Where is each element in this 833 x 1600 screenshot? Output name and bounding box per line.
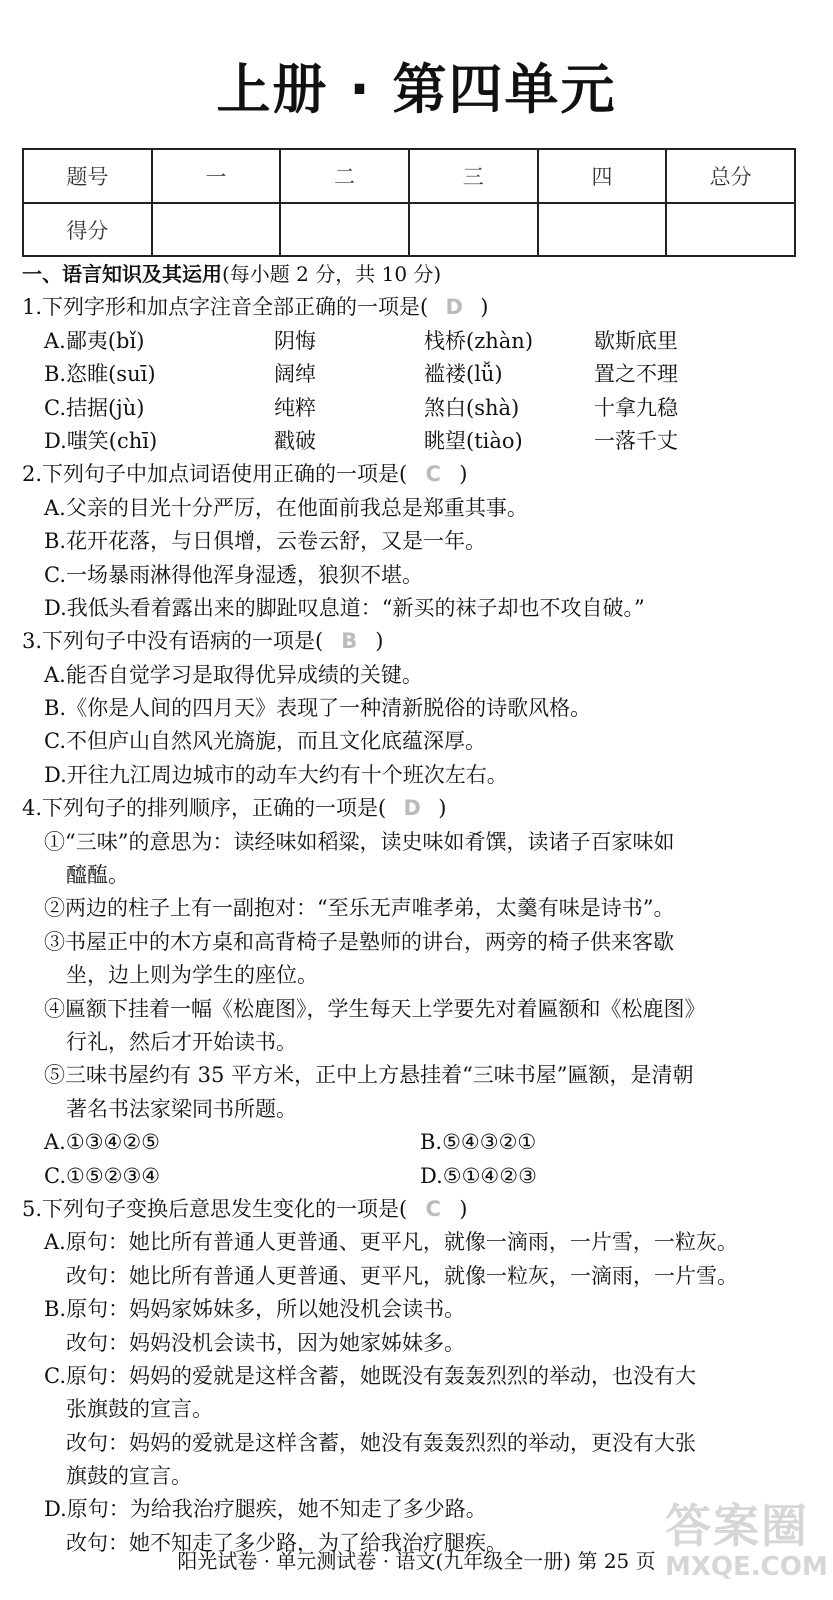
question-1-option: A.鄙夷(bǐ) 阴悔 栈桥(zhàn) 歇斯底里 xyxy=(44,328,678,353)
question-2-option: A.父亲的目光十分严厉，在他面前我总是郑重其事。 xyxy=(44,495,528,520)
question-5-line: 张旗鼓的宣言。 xyxy=(66,1397,213,1422)
question-5-line: D.原句：为给我治疗腿疾，她不知走了多少路。 xyxy=(44,1497,487,1522)
question-1-option: B.恣睢(suī) 阔绰 褴褛(lǚ) 置之不理 xyxy=(44,362,678,387)
score-cell: 三 xyxy=(409,149,538,203)
question-5-line: 改句：她不知走了多少路，为了给我治疗腿疾。 xyxy=(66,1530,507,1555)
score-cell xyxy=(280,203,409,256)
answer-mark: D xyxy=(445,295,463,320)
question-1-option: D.嗤笑(chī) 戳破 眺望(tiào) 一落千丈 xyxy=(44,428,678,453)
question-3-option: C.不但庐山自然风光旖旎，而且文化底蕴深厚。 xyxy=(44,729,486,754)
section-heading: 一、语言知识及其运用(每小题 2 分，共 10 分) xyxy=(22,262,442,286)
question-5-line: 改句：她比所有普通人更普通、更平凡，就像一粒灰，一滴雨，一片雪。 xyxy=(66,1263,738,1288)
score-cell: 四 xyxy=(538,149,667,203)
question-2-option: B.花开花落，与日俱增，云卷云舒，又是一年。 xyxy=(44,529,487,554)
question-4-sentence: 行礼，然后才开始读书。 xyxy=(66,1029,297,1054)
score-table-header-row xyxy=(23,149,795,203)
score-cell: 一 xyxy=(152,149,281,203)
question-4-option-row: A.①③④②⑤ B.⑤④③②① xyxy=(44,1130,537,1155)
question-3-stem: 3.下列句子中没有语病的一项是( B ) xyxy=(22,625,812,658)
question-4-sentence: ⑤三味书屋约有 35 平方米，正中上方悬挂着“三味书屋”匾额，是清朝 xyxy=(44,1063,694,1088)
answer-mark: D xyxy=(403,796,421,821)
question-2-stem: 2.下列句子中加点词语使用正确的一项是( C ) xyxy=(22,458,812,491)
answer-mark: C xyxy=(425,1196,441,1221)
score-table xyxy=(22,148,796,257)
section-note: (每小题 2 分，共 10 分) xyxy=(222,262,442,286)
question-5-line: C.原句：妈妈的爱就是这样含蓄，她既没有轰轰烈烈的举动，也没有大 xyxy=(44,1363,696,1388)
question-3-option: A.能否自觉学习是取得优异成绩的关键。 xyxy=(44,662,423,687)
question-1-stem: 1.下列字形和加点字注音全部正确的一项是( D ) xyxy=(22,291,812,324)
score-cell: 得分 xyxy=(23,203,152,256)
question-3-option: B.《你是人间的四月天》表现了一种清新脱俗的诗歌风格。 xyxy=(44,696,592,721)
score-cell xyxy=(666,203,795,256)
question-4-sentence: ①“三味”的意思为：读经味如稻粱，读史味如肴馔，读诸子百家味如 xyxy=(44,829,675,854)
score-cell xyxy=(538,203,667,256)
score-table-score-row xyxy=(23,203,795,256)
question-4-sentence: ③书屋正中的木方桌和高背椅子是塾师的讲台，两旁的椅子供来客歇 xyxy=(44,929,674,954)
score-cell xyxy=(409,203,538,256)
question-4-option-row: C.①⑤②③④ D.⑤①④②③ xyxy=(44,1163,537,1188)
question-5-line: A.原句：她比所有普通人更普通、更平凡，就像一滴雨，一片雪，一粒灰。 xyxy=(44,1230,738,1255)
page-title: 上册 · 第四单元 xyxy=(216,58,617,121)
question-5-line: 改句：妈妈的爱就是这样含蓄，她没有轰轰烈烈的举动，更没有大张 xyxy=(66,1430,696,1455)
question-5-line: 改句：妈妈没机会读书，因为她家姊妹多。 xyxy=(66,1330,465,1355)
question-2-option: C.一场暴雨淋得他浑身湿透，狼狈不堪。 xyxy=(44,562,423,587)
score-cell: 总分 xyxy=(666,149,795,203)
score-cell: 题号 xyxy=(23,149,152,203)
question-3-option: D.开往九江周边城市的动车大约有十个班次左右。 xyxy=(44,762,508,787)
question-4-sentence: 醯醢。 xyxy=(66,863,129,888)
question-5-line: B.原句：妈妈家姊妹多，所以她没机会读书。 xyxy=(44,1297,466,1322)
question-2-option: D.我低头看着露出来的脚趾叹息道：“新买的袜子却也不攻自破。” xyxy=(44,595,645,620)
question-5-stem: 5.下列句子变换后意思发生变化的一项是( C ) xyxy=(22,1193,812,1226)
question-4-sentence: ④匾额下挂着一幅《松鹿图》，学生每天上学要先对着匾额和《松鹿图》 xyxy=(44,996,706,1021)
question-4-sentence: ②两边的柱子上有一副抱对：“至乐无声唯孝弟，太羹有味是诗书”。 xyxy=(44,896,675,921)
score-cell xyxy=(152,203,281,256)
answer-mark: B xyxy=(341,629,358,654)
answer-mark: C xyxy=(425,462,441,487)
question-4-sentence: 著名书法家梁同书所题。 xyxy=(66,1096,297,1121)
question-4-stem: 4.下列句子的排列顺序，正确的一项是( D ) xyxy=(22,792,812,825)
question-1-option: C.拮据(jù) 纯粹 煞白(shà) 十拿九稳 xyxy=(44,395,678,420)
page-footer: 阳光试卷 · 单元测试卷 · 语文(九年级全一册) 第 25 页 xyxy=(177,1549,656,1573)
watermark-logo: 答案圈 MXQE.COM xyxy=(665,1499,828,1582)
question-5-line: 旗鼓的宣言。 xyxy=(66,1464,192,1489)
score-cell: 二 xyxy=(280,149,409,203)
question-body xyxy=(22,258,812,1560)
question-4-sentence: 坐，边上则为学生的座位。 xyxy=(66,963,318,988)
